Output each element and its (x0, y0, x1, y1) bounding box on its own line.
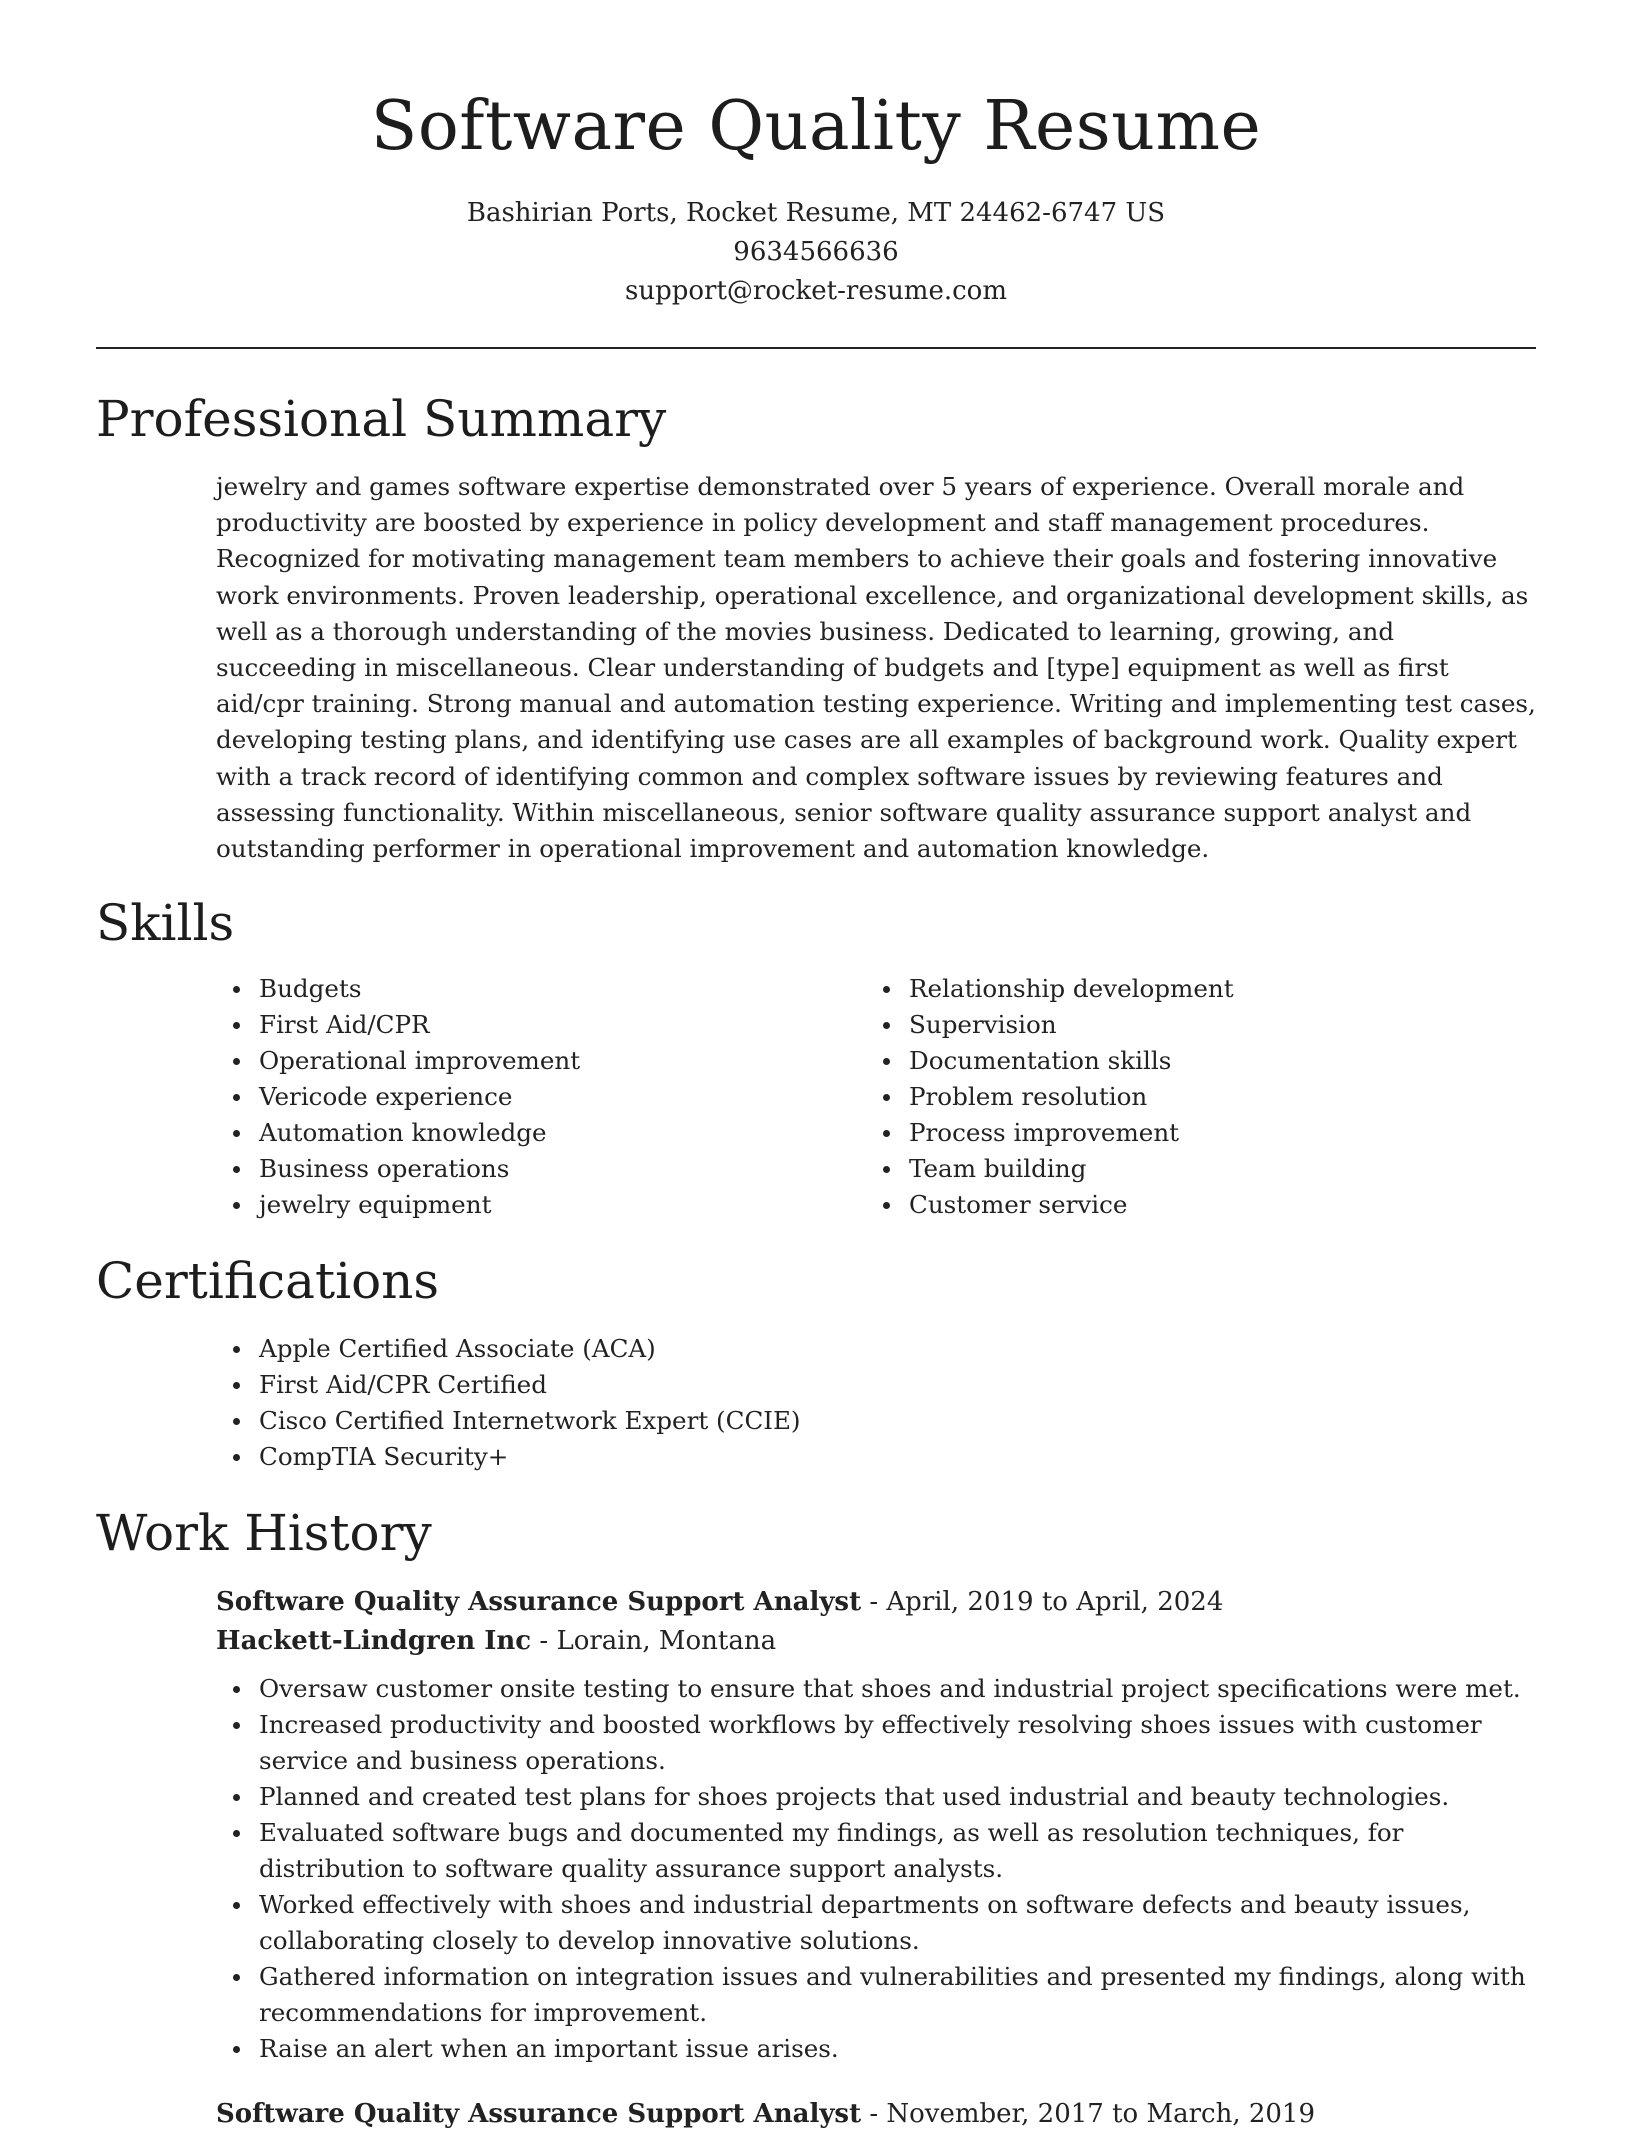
summary-section (96, 389, 1536, 867)
skill-item: First Aid/CPR (216, 1007, 866, 1043)
skills-list-left (216, 971, 866, 1223)
skills-list-right (866, 971, 1516, 1223)
certifications-list (216, 1331, 1536, 1475)
certification-item: Cisco Certified Internetwork Expert (CCIE) (216, 1403, 1536, 1439)
resume-title: Software Quality Resume (370, 87, 1262, 166)
job-company-line (216, 1622, 1536, 1661)
job-duty-item: Gathered information on integration issues and vulnerabilities and presented my findings, along with recommendations for improvement. (216, 1959, 1536, 2031)
job-entry (216, 1583, 1536, 2067)
skill-item: Automation knowledge (216, 1115, 866, 1151)
skill-item: Customer service (866, 1187, 1516, 1223)
header-divider (96, 347, 1536, 349)
skills-heading: Skills (96, 894, 235, 953)
job-title: Software Quality Assurance Support Analyst (216, 2099, 862, 2130)
address-text: Bashirian Ports, Rocket Resume, MT 24462-6747 US (466, 198, 1166, 228)
job-duties-list (216, 1671, 1536, 2067)
skill-item: Team building (866, 1151, 1516, 1187)
skill-item: Problem resolution (866, 1079, 1516, 1115)
skill-item: jewelry equipment (216, 1187, 866, 1223)
skill-item: Documentation skills (866, 1043, 1516, 1079)
job-duty-item: Evaluated software bugs and documented my findings, as well as resolution techniques, for distribution to software quality assurance support analysts. (216, 1815, 1536, 1887)
contact-block (96, 194, 1536, 311)
certifications-heading: Certifications (96, 1252, 440, 1311)
work-history-heading: Work History (96, 1504, 432, 1563)
job-title-line (216, 1583, 1536, 1622)
job-duty-item: Planned and created test plans for shoes projects that used industrial and beauty technologies. (216, 1779, 1536, 1815)
work-history-section (96, 1503, 1536, 2134)
skill-item: Process improvement (866, 1115, 1516, 1151)
skill-item: Vericode experience (216, 1079, 866, 1115)
summary-heading: Professional Summary (96, 390, 667, 448)
skill-item: Relationship development (866, 971, 1516, 1007)
job-title-line (216, 2095, 1536, 2134)
phone-text: 9634566636 (733, 237, 899, 267)
job-location: - Lorain, Montana (531, 1626, 777, 1657)
certification-item: CompTIA Security+ (216, 1439, 1536, 1475)
job-duty-item: Worked effectively with shoes and industrial departments on software defects and beauty issues, collaborating closely to develop innovative solutions. (216, 1887, 1536, 1959)
skill-item: Business operations (216, 1151, 866, 1187)
skills-grid (96, 971, 1536, 1223)
job-duty-item: Raise an alert when an important issue arises. (216, 2031, 1536, 2067)
job-duty-item: Oversaw customer onsite testing to ensure that shoes and industrial project specifications were met. (216, 1671, 1536, 1707)
job-dates: - November, 2017 to March, 2019 (861, 2099, 1316, 2130)
job-duty-item: Increased productivity and boosted workflows by effectively resolving shoes issues with customer service and business operations. (216, 1707, 1536, 1779)
job-company: Hackett-Lindgren Inc (216, 1626, 532, 1657)
certification-item: Apple Certified Associate (ACA) (216, 1331, 1536, 1367)
job-title: Software Quality Assurance Support Analyst (216, 1587, 862, 1618)
resume-page (96, 0, 1536, 2134)
email-text: support@rocket-resume.com (624, 276, 1007, 306)
job-dates: - April, 2019 to April, 2024 (861, 1587, 1224, 1618)
skills-section (96, 893, 1536, 1223)
certification-item: First Aid/CPR Certified (216, 1367, 1536, 1403)
summary-text: jewelry and games software expertise demonstrated over 5 years of experience. Overall morale and productivity are boosted by experience in policy development and staff management procedures. Recognized for motivating management team members to achieve their goals and fostering innovative work environments. Proven leadership, operational excellence, and organizational development skills, as well as a thorough understanding of the movies business. Dedicated to learning, growing, and succeeding in miscellaneous. Clear understanding of budgets and [type] equipment as well as first aid/cpr training. Strong manual and automation testing experience. Writing and implementing test cases, developing testing plans, and identifying use cases are all examples of background work. Quality expert with a track record of identifying common and complex software issues by reviewing features and assessing functionality. Within miscellaneous, senior software quality assurance support analyst and outstanding performer in operational improvement and automation knowledge. (216, 472, 1536, 864)
skill-item: Operational improvement (216, 1043, 866, 1079)
job-entry (216, 2095, 1536, 2134)
certifications-section (96, 1251, 1536, 1475)
skill-item: Supervision (866, 1007, 1516, 1043)
skill-item: Budgets (216, 971, 866, 1007)
